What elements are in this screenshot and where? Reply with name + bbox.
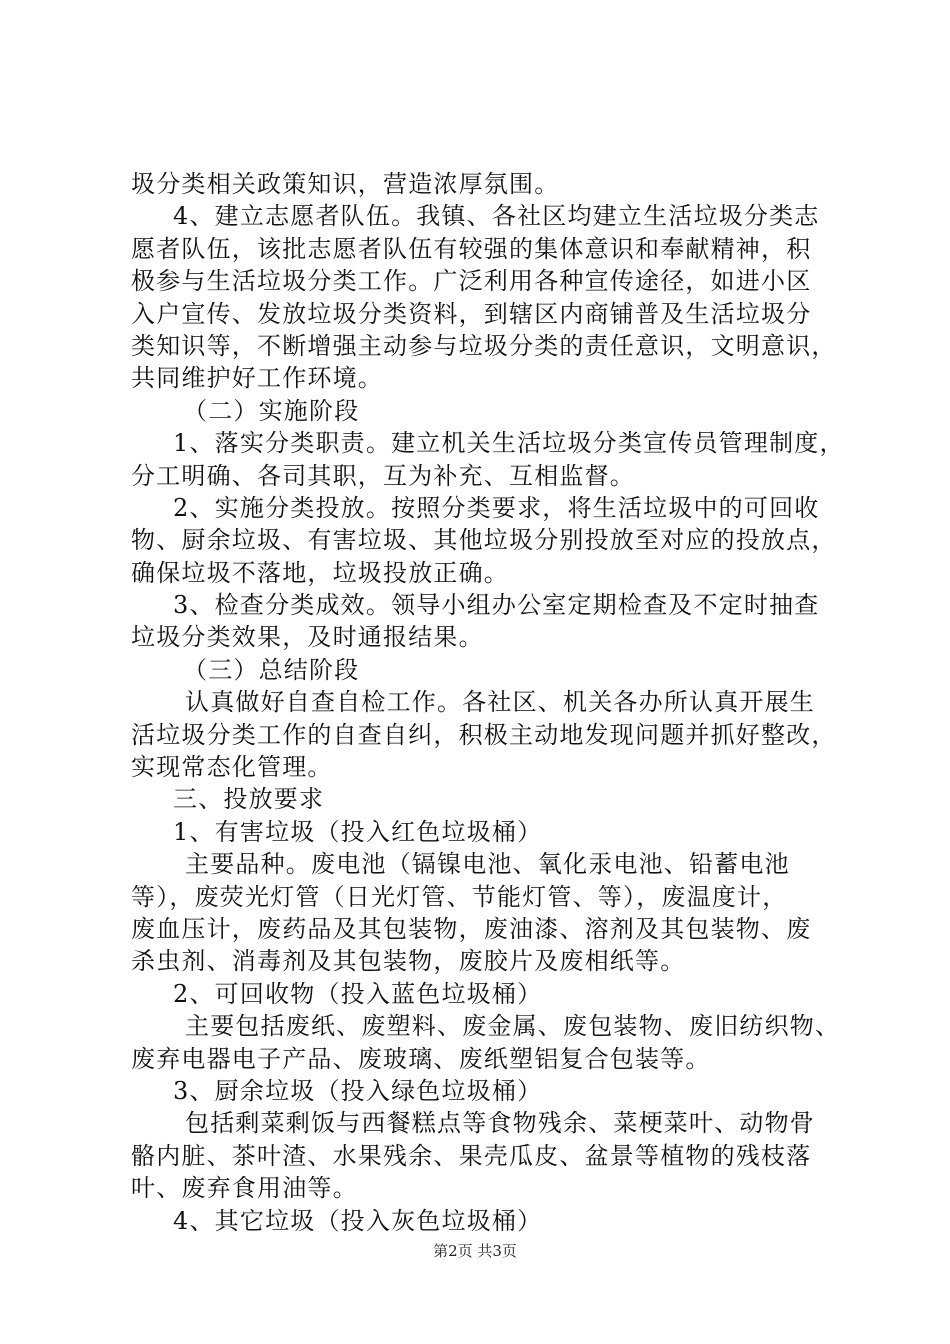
text-line: 4、其它垃圾（投入灰色垃圾桶） xyxy=(173,1206,543,1235)
text-line: 杀虫剂、消毒剂及其包装物，废胶片及废相纸等。 xyxy=(131,947,686,976)
text-line: 3、检查分类成效。领导小组办公室定期检查及不定时抽查 xyxy=(173,591,820,620)
text-line: 认真做好自查自检工作。各社区、机关各办所认真开展生 xyxy=(185,688,815,717)
text-line: 主要品种。废电池（镉镍电池、氧化汞电池、铅蓄电池 xyxy=(185,850,790,879)
text-line: 4、建立志愿者队伍。我镇、各社区均建立生活垃圾分类志 xyxy=(173,202,820,231)
text-line: 叶、废弃食用油等。 xyxy=(131,1174,358,1203)
text-line: 2、可回收物（投入蓝色垃圾桶） xyxy=(173,979,543,1008)
text-line: 分工明确、各司其职，互为补充、互相监督。 xyxy=(131,461,635,490)
section-heading: （二）实施阶段 xyxy=(183,396,360,425)
text-line: 废血压计，废药品及其包装物，废油漆、溶剂及其包装物、废 xyxy=(131,914,812,943)
text-line: 等），废荧光灯管（日光灯管、节能灯管、等），废温度计， xyxy=(131,882,788,911)
text-line: 共同维护好工作环境。 xyxy=(131,364,383,393)
text-line: 物、厨余垃圾、有害垃圾、其他垃圾分别投放至对应的投放点， xyxy=(131,526,837,555)
section-heading: 三、投放要求 xyxy=(173,785,325,814)
text-line: 废弃电器电子产品、废玻璃、废纸塑铝复合包装等。 xyxy=(131,1044,711,1073)
page-footer: 第2页 共3页 xyxy=(433,1242,517,1260)
text-line: 愿者队伍，该批志愿者队伍有较强的集体意识和奉献精神，积 xyxy=(131,234,812,263)
text-line: 确保垃圾不落地，垃圾投放正确。 xyxy=(131,558,509,587)
text-line: 1、落实分类职责。建立机关生活垃圾分类宣传员管理制度， xyxy=(173,429,845,458)
text-line: 类知识等，不断增强主动参与垃圾分类的责任意识，文明意识， xyxy=(131,331,837,360)
text-line: 极参与生活垃圾分类工作。广泛利用各种宣传途径，如进小区 xyxy=(131,267,812,296)
text-line: 包括剩菜剩饭与西餐糕点等食物残余、菜梗菜叶、动物骨 xyxy=(185,1109,815,1138)
section-heading: （三）总结阶段 xyxy=(183,655,360,684)
text-line: 3、厨余垃圾（投入绿色垃圾桶） xyxy=(173,1076,543,1105)
text-line: 活垃圾分类工作的自查自纠，积极主动地发现问题并抓好整改， xyxy=(131,720,837,749)
text-line: 圾分类相关政策知识，营造浓厚氛围。 xyxy=(131,170,560,198)
text-line: 入户宣传、发放垃圾分类资料，到辖区内商铺普及生活垃圾分 xyxy=(131,299,812,328)
text-line: 1、有害垃圾（投入红色垃圾桶） xyxy=(173,817,543,846)
text-line: 2、实施分类投放。按照分类要求，将生活垃圾中的可回收 xyxy=(173,493,820,522)
text-line: 骼内脏、茶叶渣、水果残余、果壳瓜皮、盆景等植物的残枝落 xyxy=(131,1141,812,1170)
document-body xyxy=(131,168,845,1237)
text-line: 垃圾分类效果，及时通报结果。 xyxy=(131,623,484,652)
text-line: 实现常态化管理。 xyxy=(131,753,333,782)
text-line: 主要包括废纸、废塑料、废金属、废包装物、废旧纺织物、 xyxy=(185,1012,841,1041)
